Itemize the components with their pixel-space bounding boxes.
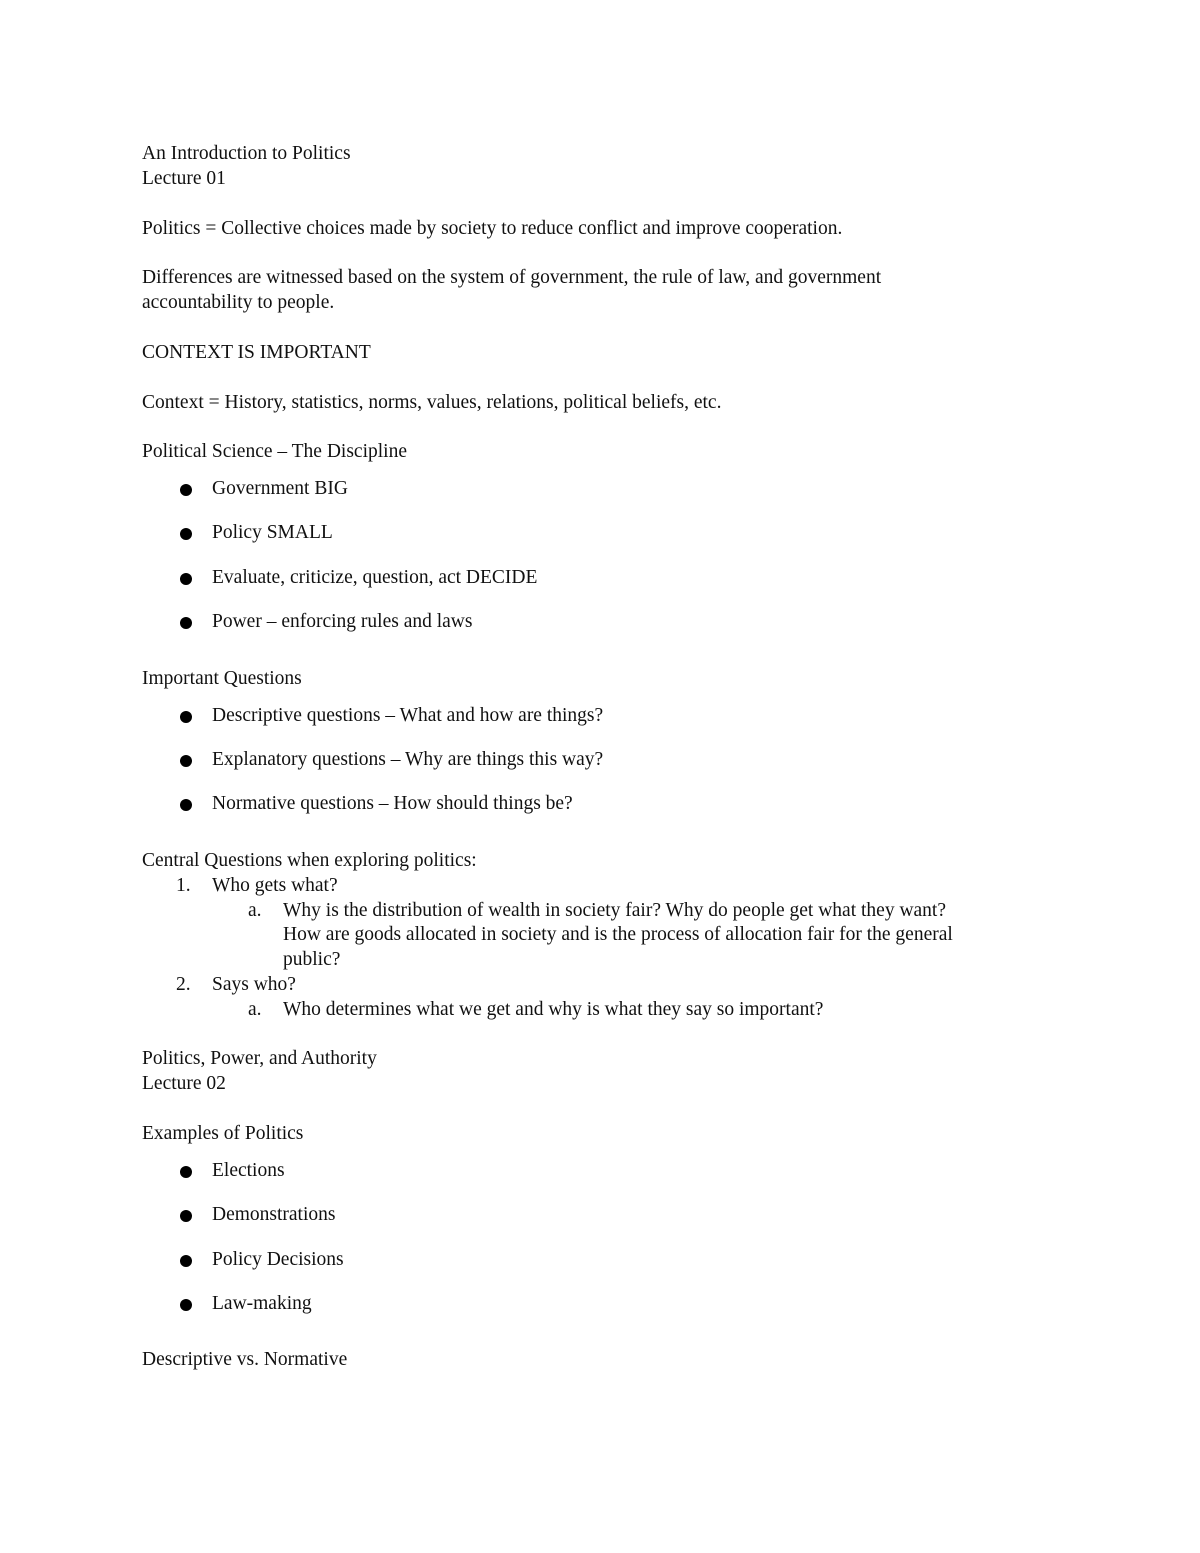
bullet-icon: [180, 617, 192, 629]
list-item: Normative questions – How should things be?: [212, 793, 573, 814]
list-letter: a.: [248, 900, 262, 921]
lecture-title: An Introduction to Politics: [142, 143, 351, 164]
differences-text-line-1: Differences are witnessed based on the system of government, the rule of law, and government: [142, 267, 882, 288]
list-letter: a.: [248, 999, 262, 1020]
list-item: Descriptive questions – What and how are things?: [212, 705, 604, 726]
list-item: Government BIG: [212, 478, 348, 499]
politics-definition: Politics = Collective choices made by society to reduce conflict and improve cooperation.: [142, 218, 843, 239]
list-number: 2.: [176, 974, 191, 995]
sub-list-item-line: How are goods allocated in society and is the process of allocation fair for the general: [283, 924, 953, 945]
list-item: Law-making: [212, 1293, 312, 1314]
list-item: Demonstrations: [212, 1204, 336, 1225]
list-item: Policy SMALL: [212, 522, 333, 543]
discipline-heading: Political Science – The Discipline: [142, 441, 407, 462]
bullet-icon: [180, 711, 192, 723]
bullet-icon: [180, 1299, 192, 1311]
list-item: Evaluate, criticize, question, act DECIDE: [212, 567, 538, 588]
central-questions-heading: Central Questions when exploring politics:: [142, 850, 477, 871]
bullet-icon: [180, 755, 192, 767]
bullet-icon: [180, 573, 192, 585]
context-heading: CONTEXT IS IMPORTANT: [142, 342, 371, 363]
differences-text-line-2: accountability to people.: [142, 292, 335, 313]
list-item: Explanatory questions – Why are things this way?: [212, 749, 604, 770]
context-definition: Context = History, statistics, norms, values, relations, political beliefs, etc.: [142, 392, 722, 413]
sub-list-item-line: Why is the distribution of wealth in society fair? Why do people get what they want?: [283, 900, 947, 921]
sub-list-item-line: public?: [283, 949, 341, 970]
bullet-icon: [180, 1166, 192, 1178]
section-heading: Descriptive vs. Normative: [142, 1349, 348, 1370]
list-item: Says who?: [212, 974, 296, 995]
list-item: Who gets what?: [212, 875, 338, 896]
lecture-label: Lecture 02: [142, 1073, 226, 1094]
bullet-icon: [180, 1255, 192, 1267]
list-item: Elections: [212, 1160, 285, 1181]
examples-heading: Examples of Politics: [142, 1123, 304, 1144]
lecture-label: Lecture 01: [142, 168, 226, 189]
list-item: Policy Decisions: [212, 1249, 344, 1270]
lecture-title: Politics, Power, and Authority: [142, 1048, 377, 1069]
questions-heading: Important Questions: [142, 668, 302, 689]
bullet-icon: [180, 528, 192, 540]
list-number: 1.: [176, 875, 191, 896]
sub-list-item-line: Who determines what we get and why is what they say so important?: [283, 999, 824, 1020]
bullet-icon: [180, 484, 192, 496]
bullet-icon: [180, 1210, 192, 1222]
list-item: Power – enforcing rules and laws: [212, 611, 473, 632]
bullet-icon: [180, 799, 192, 811]
